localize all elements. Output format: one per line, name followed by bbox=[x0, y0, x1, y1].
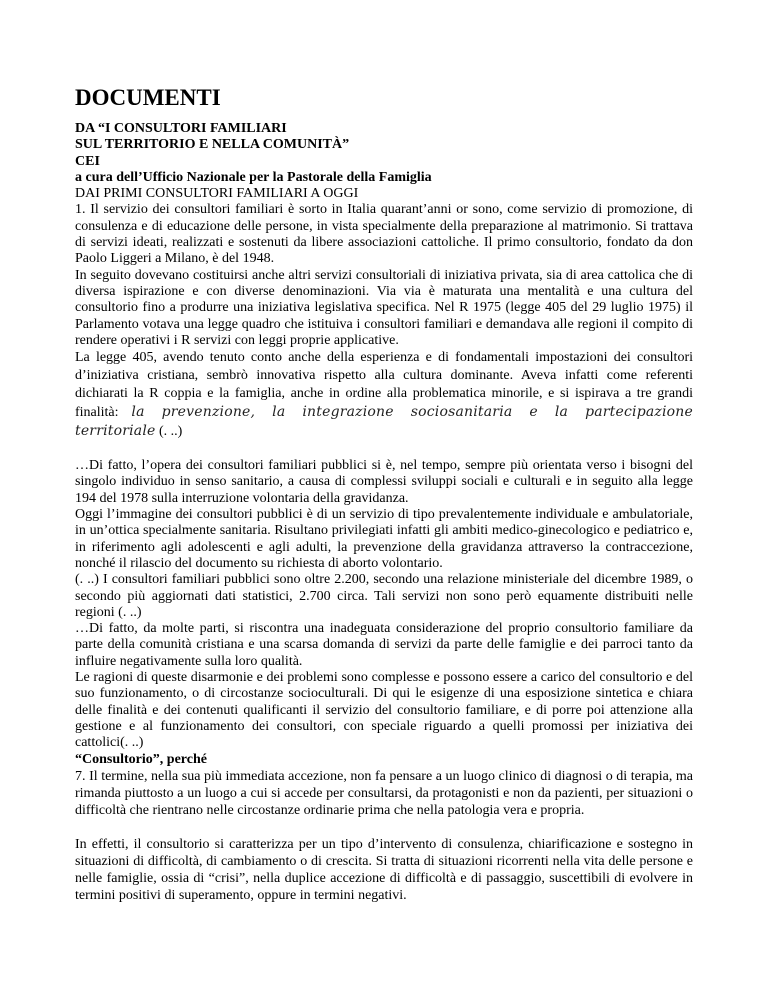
paragraph: 1. Il servizio dei consultori familiari è sorto in Italia quarant’anni or sono, come servizio di promozione, di consulenza e di educazione delle persone, in vista specialmente della preparazione al matrimonio. Si trattava di servizi ideati, realizzati e sostenuti da libere associazioni cattoliche. Il primo consultorio, fondato da don Paolo Liggeri a Milano, è del 1948. bbox=[75, 202, 693, 267]
heading-line: DA “I CONSULTORI FAMILIARI bbox=[75, 121, 287, 136]
heading-line: SUL TERRITORIO E NELLA COMUNITÀ” bbox=[75, 137, 350, 153]
paragraph: 7. Il termine, nella sua più immediata accezione, non fa pensare a un luogo clinico di diagnosi o di terapia, ma rimanda piuttosto a un luogo a cui si accede per consultarsi, da protagonisti e non da pazienti, per situazioni o difficoltà che rientrano nelle circostanze ordinarie prima che nella patologia vera e propria. bbox=[75, 768, 693, 818]
paragraph-text: La legge 405, avendo tenuto conto anche della esperienza e di fondamentali impostazioni dei consultori d’iniziativa cristiana, sembrò innovativa rispetto alla cultura dominante. Aveva infatti come referenti dichiarati la R coppia e la famiglia, anche in ordine alla problematica minorile, e si ispirava a tre grandi finalità: bbox=[75, 350, 693, 421]
paragraph: Oggi l’immagine dei consultori pubblici è di un servizio di tipo prevalentemente individuale e ambulatoriale, in un’ottica specialmente sanitaria. Risultano privilegiati infatti gli ambiti medico-ginecologico e pediatrico e, in riferimento agli adolescenti e agli adulti, la prevenzione della gravidanza attraverso la contraccezione, nonché il rilascio del documento su richiesta di aborto volontario. bbox=[75, 507, 693, 571]
highlight-script-text: la prevenzione, la integrazione sociosanitaria e la partecipazione territoriale bbox=[75, 404, 693, 440]
heading-line: CEI bbox=[75, 153, 100, 169]
paragraph: Le ragioni di queste disarmonie e dei problemi sono complesse e possono essere a carico del consultorio e del suo funzionamento, o di circostanze socioculturali. Di qui le esigenze di una esposizione sintetica e chiara delle finalità e dei contenuti qualificanti il servizio del consultorio familiare, e di porre poi attenzione alla gestione e al funzionamento dei consultori, con speciale riguardo a quelli promossi per iniziativa dei cattolici(. ..) bbox=[75, 670, 693, 751]
paragraph bbox=[75, 349, 693, 441]
paragraph: …Di fatto, da molte parti, si riscontra una inadeguata considerazione del proprio consultorio familiare da parte della comunità cristiana e una scarsa domanda di servizi da parte delle famiglie e dei parroci tanto da influire negativamente sulla loro qualità. bbox=[75, 621, 693, 669]
ellipsis-text: (. ..) bbox=[159, 424, 183, 440]
spacer bbox=[75, 819, 693, 836]
page-title: DOCUMENTI bbox=[75, 85, 221, 110]
paragraph: (. ..) I consultori familiari pubblici sono oltre 2.200, secondo una relazione ministeriale del dicembre 1989, o secondo più aggiornati dati statistici, 2.700 circa. Tali servizi non sono però equamente distribuiti nelle regioni (. ..) bbox=[75, 572, 693, 620]
paragraph: …Di fatto, l’opera dei consultori familiari pubblici si è, nel tempo, sempre più orientata verso i bisogni del singolo individuo in senso sanitario, a causa di complessi sviluppi sociali e culturali e in seguito alla legge 194 del 1978 sulla interruzione volontaria della gravidanza. bbox=[75, 458, 693, 506]
section-title: DAI PRIMI CONSULTORI FAMILIARI A OGGI bbox=[75, 186, 359, 202]
paragraph: In seguito dovevano costituirsi anche altri servizi consultoriali di iniziativa privata, sia di area cattolica che di diversa ispirazione e con diverse denominazioni. Via via è maturata una mentalità e una cultura del consultorio fino a produrre una iniziativa legislativa specifica. Nel R 1975 (legge 405 del 29 luglio 1975) il Parlamento votava una legge quadro che istituiva i consultori familiari e demandava alle regioni il compito di rendere operativi i R servizi con leggi proprie applicative. bbox=[75, 267, 693, 348]
document-page bbox=[75, 85, 693, 904]
paragraph: In effetti, il consultorio si caratterizza per un tipo d’intervento di consulenza, chiarificazione e sostegno in situazioni di difficoltà, di cambiamento o di crescita. Si tratta di situazioni ricorrenti nella vita delle persone e nelle famiglie, ossia di “crisi”, nella duplice accezione di difficoltà e di passaggio, suscettibili di evolvere in termini positivi di superamento, oppure in termini negativi. bbox=[75, 836, 693, 903]
spacer bbox=[75, 441, 693, 458]
heading-line: a cura dell’Ufficio Nazionale per la Pastorale della Famiglia bbox=[75, 169, 432, 185]
subheading: “Consultorio”, perché bbox=[75, 751, 207, 767]
